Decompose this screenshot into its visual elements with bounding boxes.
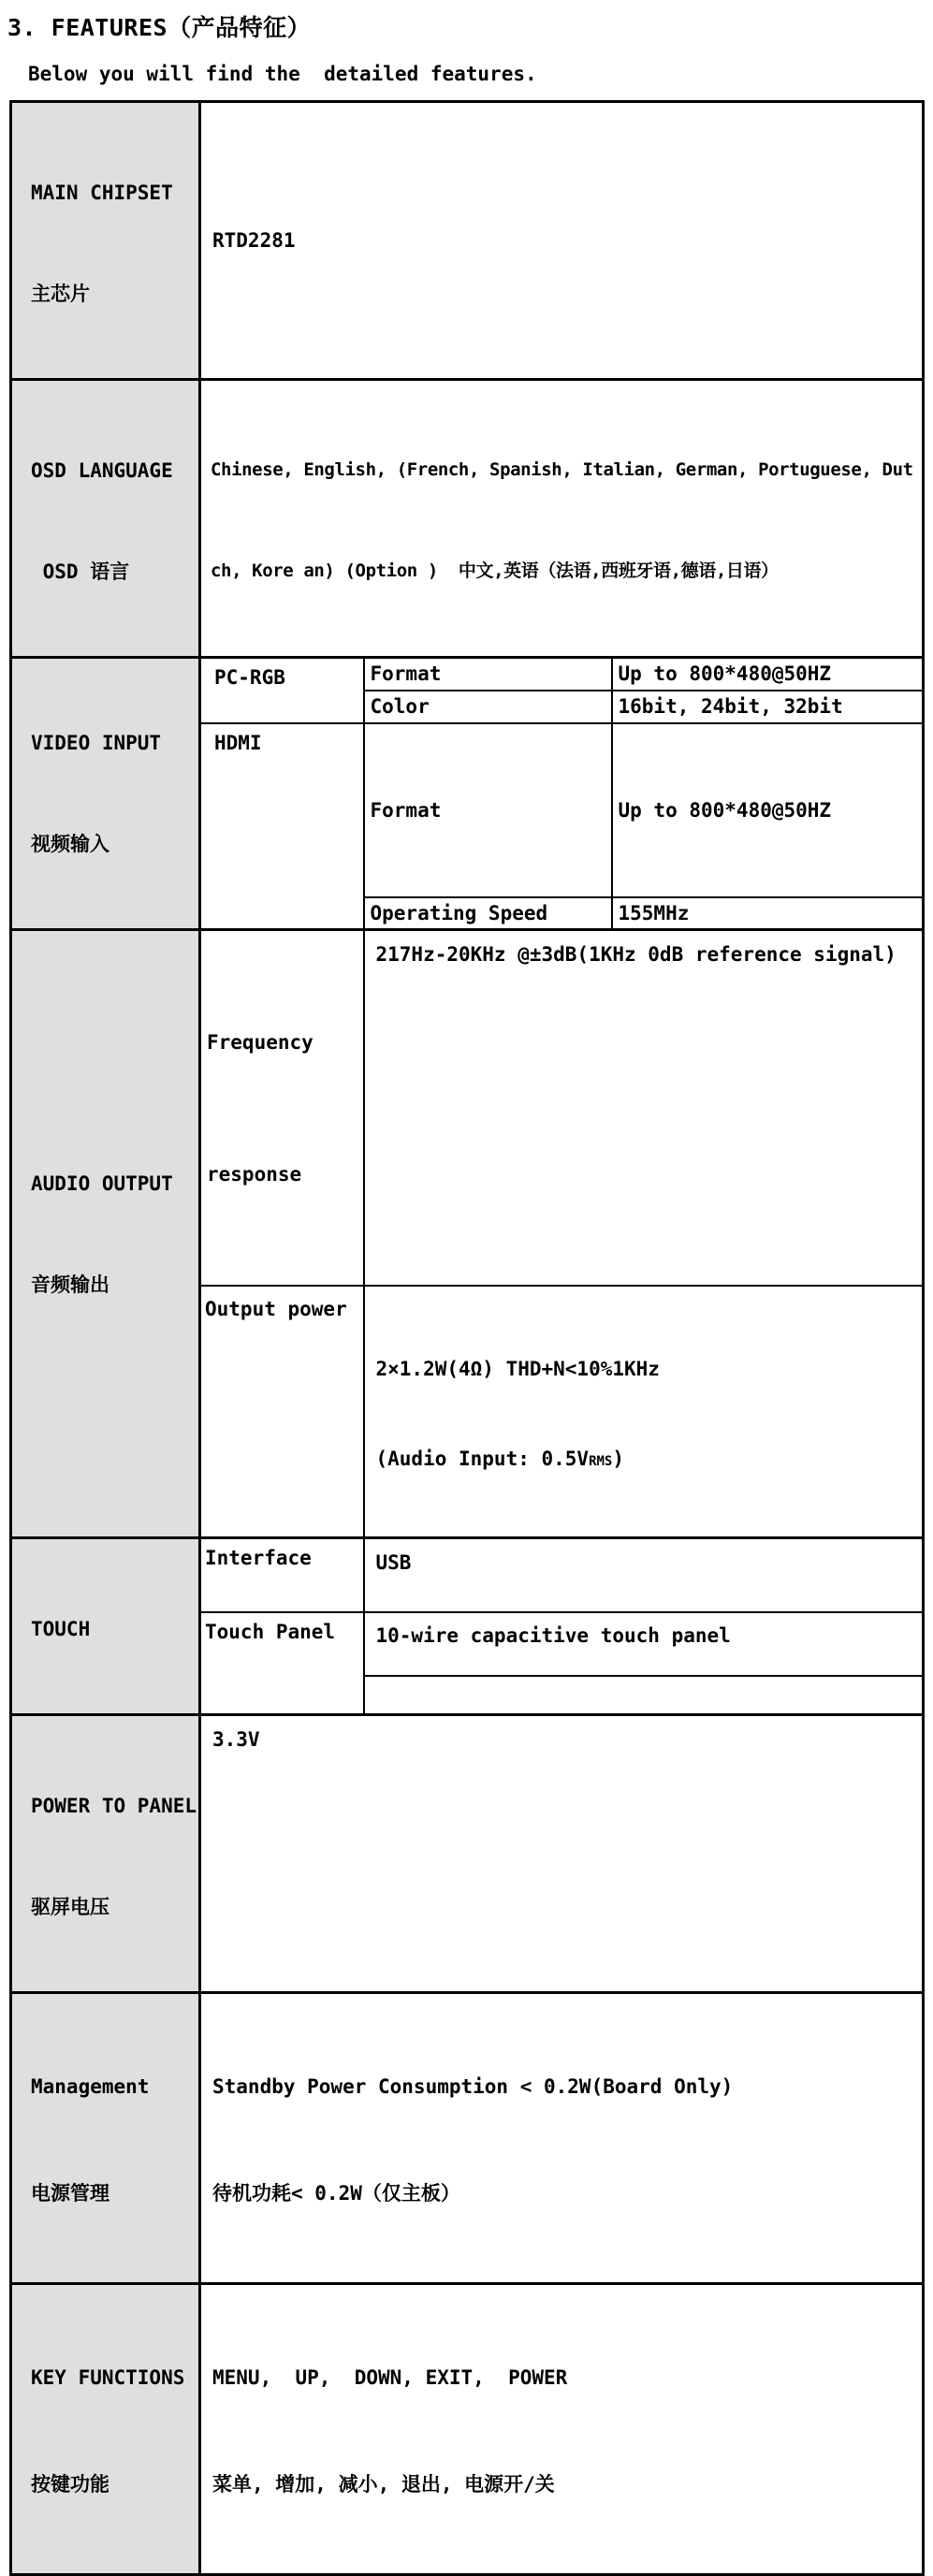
vrms-subscript: RMS: [589, 1454, 613, 1469]
row-audio-frequency: [11, 930, 924, 1287]
audio-output-label-zh: 音频输出: [31, 1273, 109, 1296]
management-value-cell: [200, 1993, 924, 2284]
output-power-label-cell: Output power: [200, 1286, 364, 1538]
row-power-to-panel: [11, 1715, 924, 1993]
touch-panel-label-cell: Touch Panel: [200, 1612, 364, 1715]
touch-label-en: TOUCH: [31, 1618, 91, 1640]
video-input-label-en: VIDEO INPUT: [31, 732, 162, 754]
management-label-zh: 电源管理: [31, 2182, 109, 2205]
row-key-functions: [11, 2284, 924, 2575]
pc-rgb-format-label-cell: Format: [364, 658, 612, 691]
frequency-label-line1: Frequency: [207, 1031, 313, 1054]
video-input-header-cell: [11, 658, 200, 930]
audio-output-label-en: AUDIO OUTPUT: [31, 1172, 173, 1195]
key-functions-value-line2: 菜单, 增加, 减小, 退出, 电源开/关: [212, 2473, 555, 2496]
main-chipset-label-en: MAIN CHIPSET: [31, 182, 173, 204]
touch-panel-value-cell: 10-wire capacitive touch panel: [364, 1612, 924, 1676]
pc-rgb-color-value-cell: 16bit, 24bit, 32bit: [612, 691, 924, 723]
power-to-panel-value-cell: 3.3V: [200, 1715, 924, 1993]
key-functions-label-en: KEY FUNCTIONS: [31, 2366, 185, 2389]
management-value-line1: Standby Power Consumption < 0.2W(Board Only): [212, 2075, 734, 2098]
touch-header-cell: [11, 1538, 200, 1715]
key-functions-value-cell: [200, 2284, 924, 2575]
hdmi-speed-value-cell: 155MHz: [612, 897, 924, 930]
key-functions-header-cell: [11, 2284, 200, 2575]
pc-rgb-label-cell: PC-RGB: [200, 658, 364, 723]
osd-language-label-en: OSD LANGUAGE: [31, 459, 173, 482]
hdmi-speed-label-cell: Operating Speed: [364, 897, 612, 930]
hdmi-format-label-cell: Format: [364, 723, 612, 897]
osd-language-label-zh: OSD 语言: [31, 560, 130, 583]
osd-language-value-line2: ch, Kore an) (Option ) 中文,英语（法语,西班牙语,德语,日语）: [211, 560, 779, 581]
output-power-value-cell: [364, 1286, 924, 1538]
section-title: 3. FEATURES（产品特征）: [7, 14, 312, 41]
row-touch-interface: [11, 1538, 924, 1612]
hdmi-label-cell: HDMI: [200, 723, 364, 930]
video-input-label-zh: 视频输入: [31, 833, 109, 855]
osd-language-header-cell: [11, 380, 200, 658]
power-to-panel-header-cell: [11, 1715, 200, 1993]
main-chipset-header-cell: [11, 102, 200, 380]
audio-output-header-cell: [11, 930, 200, 1538]
row-main-chipset: [11, 102, 924, 380]
output-power-value-line2: (Audio Input: 0.5VRMS): [375, 1448, 625, 1470]
row-osd-language: [11, 380, 924, 658]
osd-language-value-cell: [200, 380, 924, 658]
touch-interface-value-cell: USB: [364, 1538, 924, 1612]
osd-language-value-line1: Chinese, English, (French, Spanish, Italian, German, Portuguese, Dut: [211, 459, 913, 480]
pc-rgb-color-label-cell: Color: [364, 691, 612, 723]
frequency-response-value-cell: 217Hz-20KHz @±3dB(1KHz 0dB reference signal): [364, 930, 924, 1287]
management-label-en: Management: [31, 2075, 150, 2098]
section-subtitle: Below you will find the detailed features.: [28, 63, 537, 85]
power-to-panel-label-en: POWER TO PANEL: [31, 1795, 197, 1817]
row-management: [11, 1993, 924, 2284]
management-header-cell: [11, 1993, 200, 2284]
pc-rgb-format-value-cell: Up to 800*480@50HZ: [612, 658, 924, 691]
frequency-label-line2: response: [207, 1163, 302, 1186]
touch-empty-cell: [364, 1676, 924, 1715]
row-video-pcrgb-format: [11, 658, 924, 691]
key-functions-label-zh: 按键功能: [31, 2473, 109, 2496]
touch-interface-label-cell: Interface: [200, 1538, 364, 1612]
frequency-response-label-cell: [200, 930, 364, 1287]
management-value-line2: 待机功耗< 0.2W（仅主板）: [212, 2182, 460, 2205]
features-table: [9, 100, 925, 2576]
main-chipset-value-cell: RTD2281: [200, 102, 924, 380]
output-power-value-line1: 2×1.2W(4Ω) THD+N<10%1KHz: [375, 1358, 660, 1380]
power-to-panel-label-zh: 驱屏电压: [31, 1896, 109, 1918]
key-functions-value-line1: MENU, UP, DOWN, EXIT, POWER: [212, 2366, 568, 2389]
hdmi-format-value-cell: Up to 800*480@50HZ: [612, 723, 924, 897]
main-chipset-label-zh: 主芯片: [31, 283, 90, 305]
